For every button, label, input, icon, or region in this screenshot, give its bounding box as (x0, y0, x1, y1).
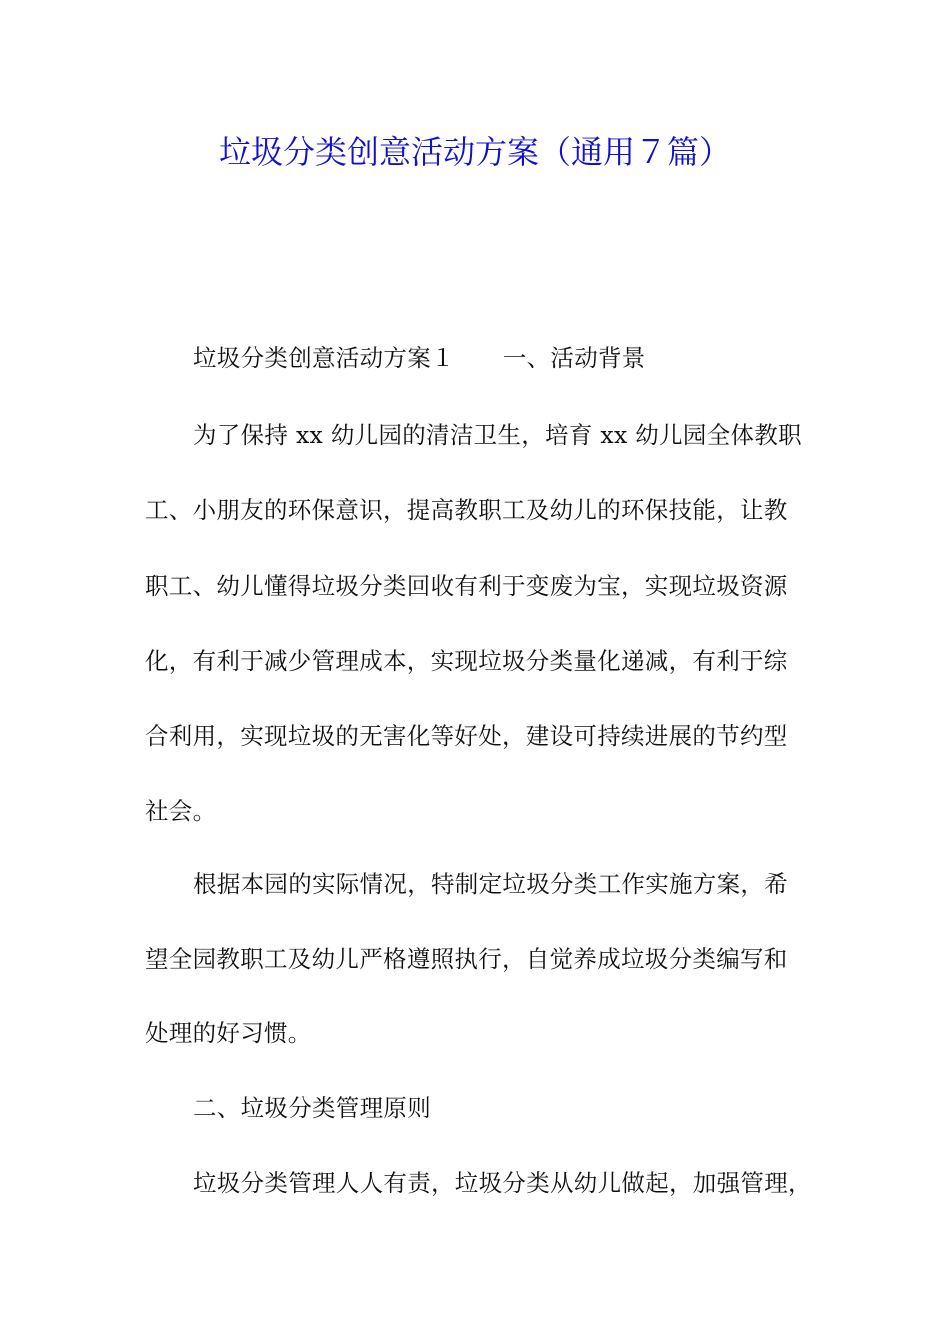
text-line: 望全园教职工及幼儿严格遵照执行，自觉养成垃圾分类编写和 (145, 945, 788, 973)
text-line: 职工、幼儿懂得垃圾分类回收有利于变废为宝，实现垃圾资源 (145, 572, 788, 600)
text-line: 工、小朋友的环保意识，提高教职工及幼儿的环保技能，让教 (145, 496, 788, 524)
text-line: 根据本园的实际情况，特制定垃圾分类工作实施方案，希 (193, 870, 788, 898)
paragraph-heading-line (193, 340, 646, 376)
document-title: 垃圾分类创意活动方案（通用７篇） (218, 133, 731, 171)
text-line: 处理的好习惯。 (145, 1019, 312, 1047)
section-heading: 一、活动背景 (502, 344, 646, 372)
text-line: 化，有利于减少管理成本，实现垃圾分类量化递减，有利于综 (145, 647, 788, 675)
text-line: 社会。 (145, 797, 217, 825)
section-title: 垃圾分类创意活动方案１ (193, 344, 455, 372)
text-line: 合利用，实现垃圾的无害化等好处，建设可持续进展的节约型 (145, 722, 788, 750)
text-line: 为了保持 xx 幼儿园的清洁卫生，培育 xx 幼儿园全体教职 (193, 421, 802, 449)
section-heading: 二、垃圾分类管理原则 (193, 1094, 431, 1122)
text-line: 垃圾分类管理人人有责，垃圾分类从幼儿做起，加强管理， (193, 1169, 812, 1197)
